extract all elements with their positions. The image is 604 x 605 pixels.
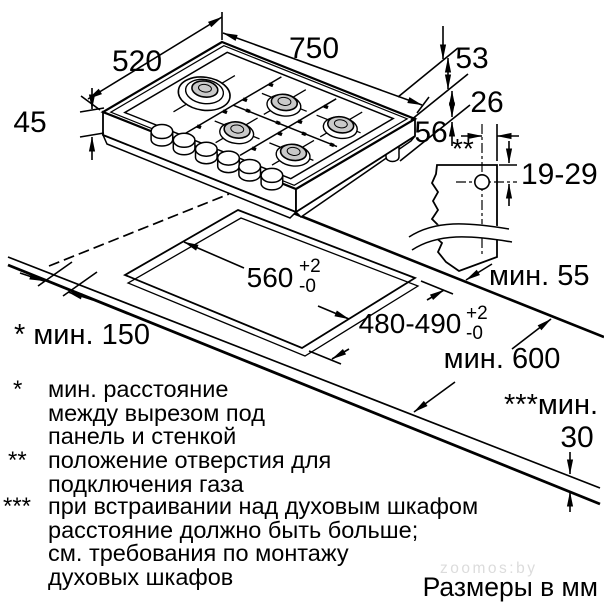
footnote-marker-3: *** xyxy=(3,493,32,520)
footnote-marker-2: ** xyxy=(8,447,27,474)
footnote-line: панель и стенкой xyxy=(48,423,237,449)
label-min-gap: ***мин. xyxy=(504,389,599,421)
label-min-rear: мин. 55 xyxy=(489,260,590,292)
watermark: zoomos:by xyxy=(440,560,538,577)
label-gas-offset-y: 19-29 xyxy=(521,158,598,191)
footnote-line: мин. расстояние xyxy=(48,376,229,402)
footnote-line: между вырезом под xyxy=(48,399,265,426)
footnote-line: см. требования по монтажу xyxy=(48,540,349,566)
footnote-line: положение отверстия для xyxy=(48,447,332,473)
label-cutout-depth: 480-490 xyxy=(358,308,462,339)
label-cutout-width-tol-plus: +2 xyxy=(299,256,321,277)
label-hob-height: 45 xyxy=(13,106,47,139)
label-cutout-width: 560 xyxy=(246,262,294,293)
label-gas-marker: ** xyxy=(452,133,474,164)
label-hob-depth: 520 xyxy=(111,45,163,78)
label-cutout-depth-tol-minus: -0 xyxy=(466,323,483,344)
label-gas-offset-x: 26 xyxy=(470,86,504,119)
label-min-worktop-depth: мин. 600 xyxy=(443,343,561,375)
label-below-height: 56 xyxy=(414,116,448,149)
footnote-marker-1: * xyxy=(13,376,23,403)
label-min-gap-value: 30 xyxy=(560,421,594,454)
label-rim-height: 53 xyxy=(455,42,489,75)
label-min-side: * мин. 150 xyxy=(14,319,150,351)
label-cutout-depth-tol-plus: +2 xyxy=(466,303,488,324)
footnote-line: подключения газа xyxy=(48,470,244,497)
footnote-line: духовых шкафов xyxy=(48,563,234,590)
gas-hole xyxy=(475,175,489,189)
label-cutout-width-tol-minus: -0 xyxy=(299,276,316,297)
units-note: Размеры в мм xyxy=(422,572,598,602)
label-hob-width: 750 xyxy=(288,32,340,65)
footnote-line: расстояние должно быть больше; xyxy=(48,516,419,543)
footnote-line: при встраивании над духовым шкафом xyxy=(48,493,479,519)
